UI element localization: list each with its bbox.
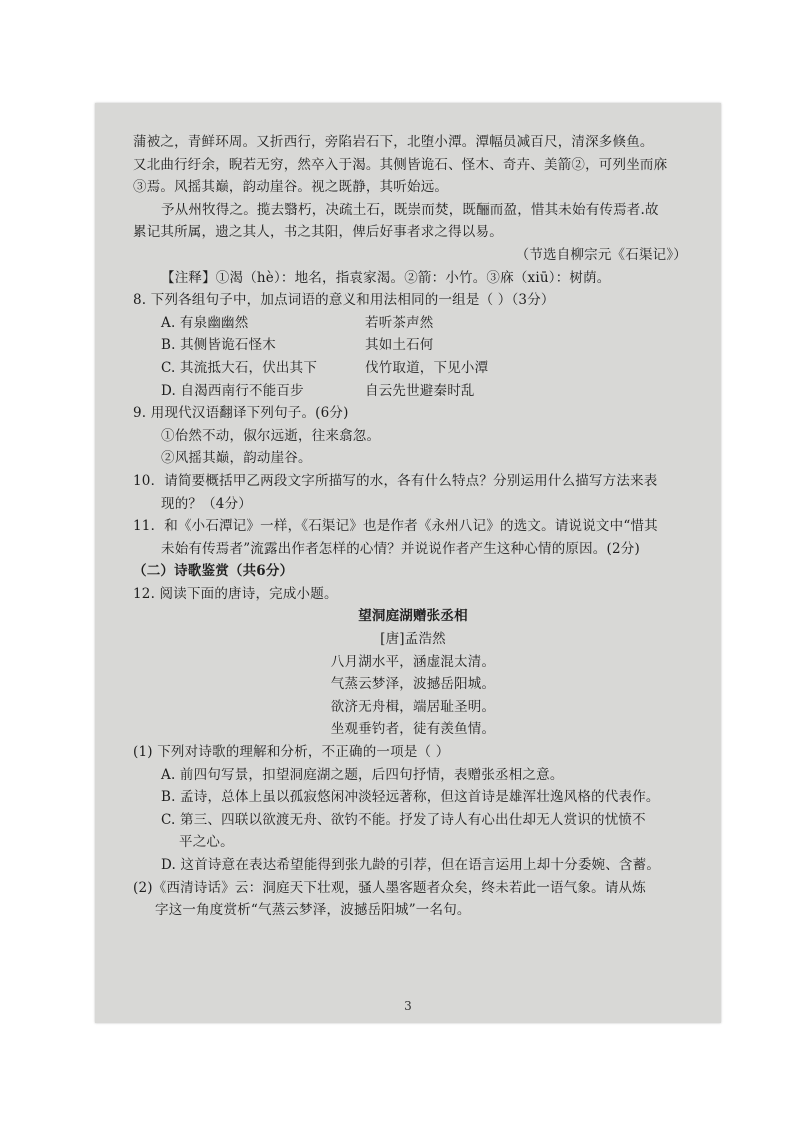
question-12-1-option: C. 第三、四联以欲渡无舟、欲钓不能。抒发了诗人有心出仕却无人赏识的忧愤不: [161, 811, 646, 828]
poem-author: [唐]孟浩然: [380, 631, 446, 648]
question-9-item: ①佁然不动，俶尔远逝，往来翕忽。: [161, 427, 381, 444]
poem-line: 气蒸云梦泽，波撼岳阳城。: [330, 676, 496, 693]
question-8-option: [133, 334, 693, 357]
question-12-1-option: 平之心。: [179, 834, 234, 851]
question-8-option: [133, 312, 693, 335]
passage-line: ③焉。风摇其巅，韵动崖谷。视之既静，其听始远。: [133, 179, 449, 196]
poem-title: 望洞庭湖赠张丞相: [358, 608, 468, 625]
passage-notes: 【注释】①渴（hè）：地名，指袁家渴。②箭：小竹。③庥（xiū）：树荫。: [161, 269, 611, 286]
question-9-stem: 9. 用现代汉语翻译下列句子。(6分): [133, 405, 349, 422]
question-12-2: (2)《西清诗话》云：洞庭天下壮观，骚人墨客题者众矣，终未若此一语气象。请从炼: [133, 879, 646, 896]
question-12-stem: 12. 阅读下面的唐诗，完成小题。: [133, 585, 338, 602]
question-12-1-option: D. 这首诗意在表达希望能得到张九龄的引荐，但在语言运用上却十分委婉、含蓄。: [161, 857, 661, 873]
passage-line: 又北曲行纡余，睨若无穷，然卒入于渴。其侧皆诡石、怪木、奇卉、美箭②，可列坐而庥: [133, 156, 668, 173]
passage-source: （节选自柳宗元《石渠记》）: [515, 246, 687, 263]
poem-line: 坐观垂钓者，徒有羡鱼情。: [330, 721, 496, 738]
section-heading: （二）诗歌鉴赏（共6分）: [133, 563, 294, 580]
question-12-1-option: A. 前四句写景，扣望洞庭湖之题，后四句抒情，表赠张丞相之意。: [161, 766, 564, 783]
question-8-stem: 8. 下列各组句子中，加点词语的意义和用法相同的一组是（ ）（3分）: [133, 292, 555, 309]
question-12-1-stem: (1) 下列对诗歌的理解和分析，不正确的一项是（ ）: [133, 744, 450, 761]
question-8-option: [133, 357, 693, 380]
option-left: B. 其侧皆诡石怪木: [161, 337, 277, 354]
exam-page: [95, 103, 721, 1023]
option-right: 其如土石何: [365, 337, 434, 354]
poem-line: 欲济无舟楫，端居耻圣明。: [330, 698, 496, 715]
option-right: 若听茶声然: [365, 314, 434, 331]
passage-line: 蒲被之，青鲜环周。又折西行，旁陷岩石下，北堕小潭。潭幅员减百尺，清深多倏鱼。: [133, 134, 654, 150]
option-left: D. 自渴西南行不能百步: [161, 382, 304, 399]
question-10: 现的？（4分）: [161, 495, 252, 512]
question-10: 10．请简要概括甲乙两段文字所描写的水，各有什么特点？分别运用什么描写方法来表: [133, 472, 658, 489]
question-11: 11．和《小石潭记》一样，《石渠记》也是作者《永州八记》的选文。请说说文中“惜其: [133, 518, 658, 535]
question-8-option: [133, 380, 693, 403]
passage-line: 予从州牧得之。揽去翳朽，决疏土石，既崇而焚，既酾而盈，惜其未始有传焉者.故: [161, 201, 659, 218]
question-11: 未始有传焉者”流露出作者怎样的心情？并说说作者产生这种心情的原因。(2分): [161, 540, 640, 557]
poem-line: 八月湖水平，涵虚混太清。: [330, 653, 496, 670]
question-12-1-option: B. 孟诗，总体上虽以孤寂悠闲冲淡轻远著称，但这首诗是雄浑壮逸风格的代表作。: [161, 789, 660, 806]
question-9-item: ②风摇其巅，韵动崖谷。: [161, 450, 312, 467]
option-right: 自云先世避秦时乱: [365, 382, 475, 399]
exam-content: [133, 131, 693, 922]
passage-line: 累记其所属，遗之其人，书之其阳，俾后好事者求之得以易。: [133, 224, 503, 241]
option-left: C. 其流抵大石，伏出其下: [161, 359, 318, 376]
page-number: 3: [404, 999, 412, 1013]
question-12-2: 字这一角度赏析“气蒸云梦泽，波撼岳阳城”一名句。: [155, 902, 471, 919]
option-left: A. 有泉幽幽然: [161, 314, 249, 331]
option-right: 伐竹取道，下见小潭: [365, 359, 489, 376]
